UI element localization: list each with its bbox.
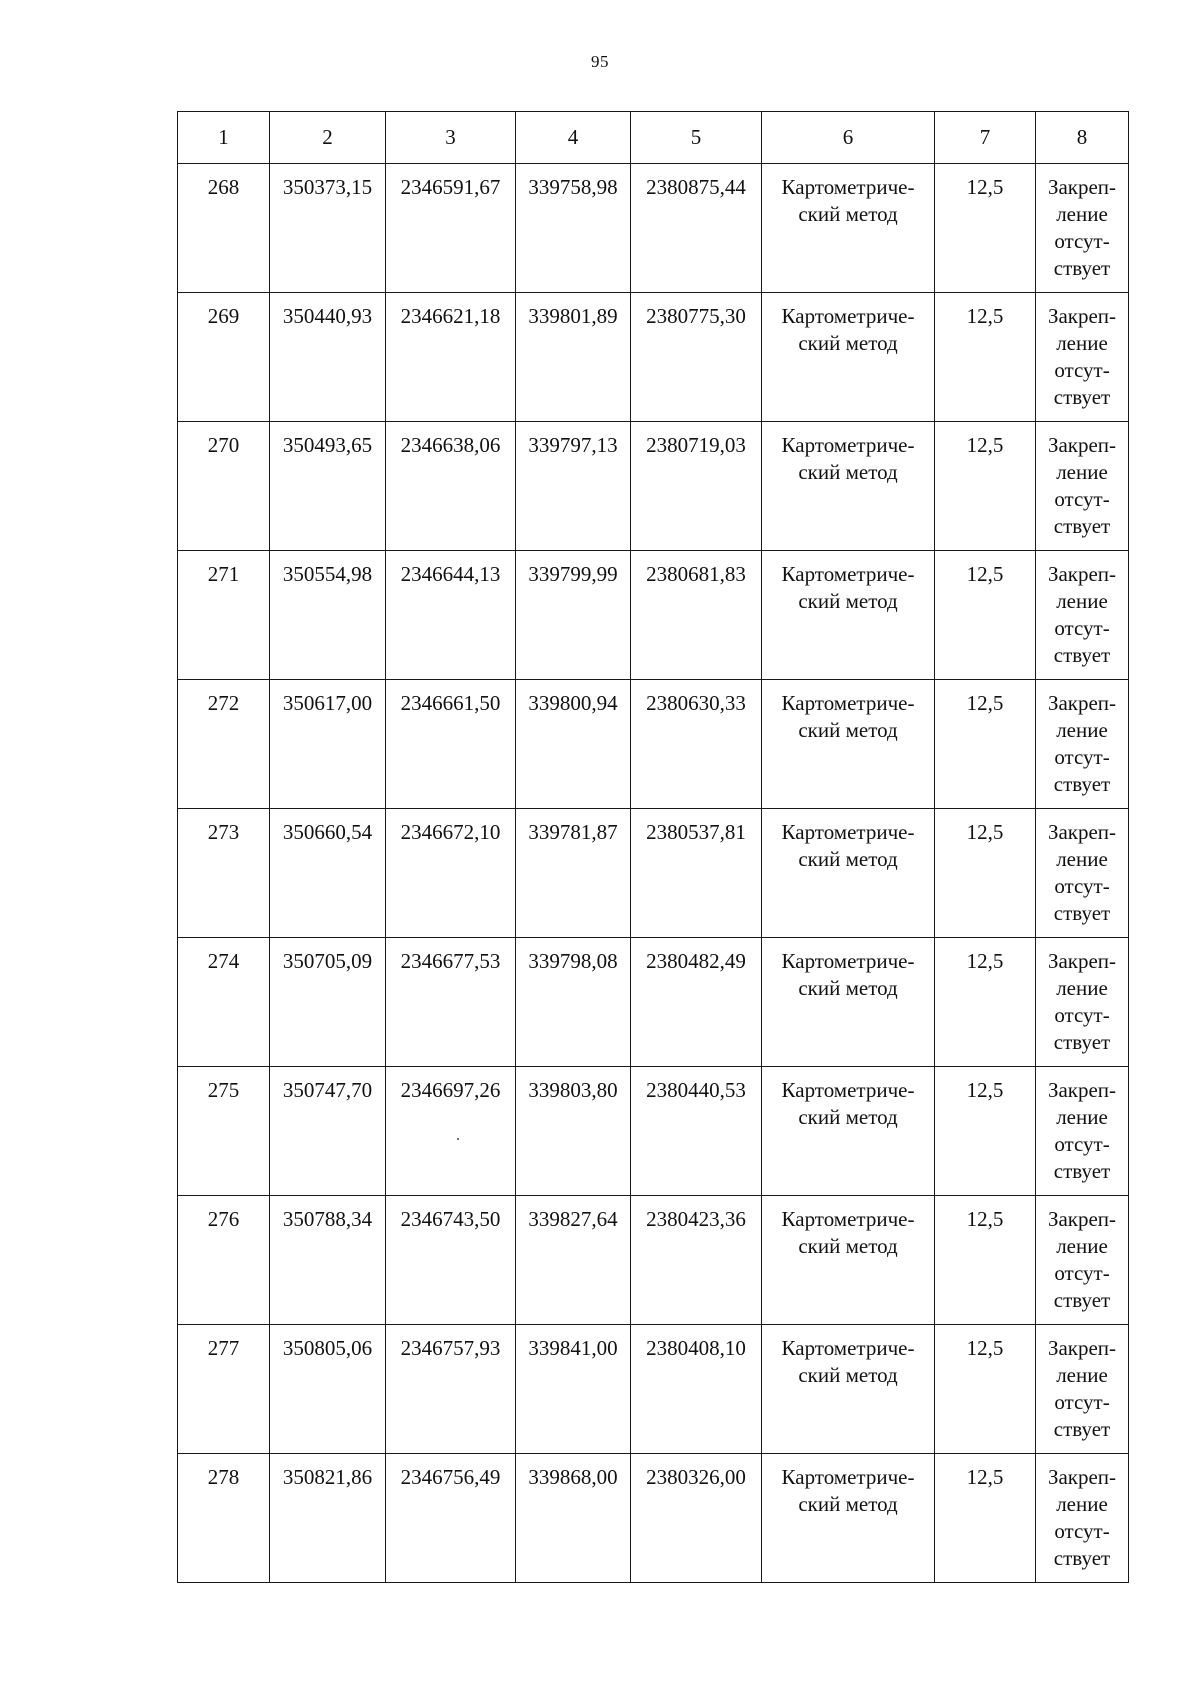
fixing-cell-text: Закреп- ление отсут- ствует: [1047, 175, 1117, 280]
point-number-cell: 275: [178, 1067, 270, 1196]
fixing-cell: [1036, 422, 1129, 551]
header-col-8: 8: [1036, 112, 1129, 164]
fixing-cell-text: Закреп- ление отсут- ствует: [1047, 949, 1117, 1054]
header-col-5: 5: [631, 112, 762, 164]
coord-cell-col-5: 2380875,44: [631, 164, 762, 293]
method-cell: [762, 1196, 935, 1325]
table-header: [178, 112, 1129, 164]
fixing-cell-text: Закреп- ление отсут- ствует: [1047, 304, 1117, 409]
fixing-cell-text: Закреп- ление отсут- ствует: [1047, 1078, 1117, 1183]
fixing-cell-text: Закреп- ление отсут- ствует: [1047, 433, 1117, 538]
coord-cell-col-3: 2346756,49: [386, 1454, 516, 1583]
method-cell-text: Картометриче- ский метод: [781, 1207, 915, 1258]
point-number-cell: 271: [178, 551, 270, 680]
coord-cell-col-4: 339799,99: [516, 551, 631, 680]
coord-cell-col-3: 2346672,10: [386, 809, 516, 938]
method-cell-text: Картометриче- ский метод: [781, 562, 915, 613]
coord-cell-col-2: 350493,65: [270, 422, 386, 551]
fixing-cell: [1036, 1454, 1129, 1583]
coord-cell-col-3: 2346591,67: [386, 164, 516, 293]
coord-cell-col-5: 2380482,49: [631, 938, 762, 1067]
table-row: [178, 1325, 1129, 1454]
coord-cell-col-4: 339827,64: [516, 1196, 631, 1325]
coord-cell-col-5: 2380719,03: [631, 422, 762, 551]
accuracy-cell: 12,5: [935, 680, 1036, 809]
method-cell: [762, 809, 935, 938]
fixing-cell-text: Закреп- ление отсут- ствует: [1047, 1336, 1117, 1441]
coord-cell-col-2: 350821,86: [270, 1454, 386, 1583]
method-cell-text: Картометриче- ский метод: [781, 820, 915, 871]
method-cell: [762, 1454, 935, 1583]
accuracy-cell: 12,5: [935, 293, 1036, 422]
header-col-2: 2: [270, 112, 386, 164]
method-cell: [762, 938, 935, 1067]
method-cell-text: Картометриче- ский метод: [781, 304, 915, 355]
method-cell: [762, 551, 935, 680]
fixing-cell-text: Закреп- ление отсут- ствует: [1047, 820, 1117, 925]
coordinates-table: [177, 111, 1129, 1583]
coord-cell-col-3: 2346661,50: [386, 680, 516, 809]
point-number-cell: 274: [178, 938, 270, 1067]
coord-cell-col-3: 2346757,93: [386, 1325, 516, 1454]
point-number-cell: 270: [178, 422, 270, 551]
coord-cell-col-5: 2380681,83: [631, 551, 762, 680]
accuracy-cell: 12,5: [935, 1325, 1036, 1454]
method-cell-text: Картометриче- ский метод: [781, 175, 915, 226]
accuracy-cell: 12,5: [935, 809, 1036, 938]
method-cell-text: Картометриче- ский метод: [781, 1078, 915, 1129]
point-number-cell: 278: [178, 1454, 270, 1583]
fixing-cell-text: Закреп- ление отсут- ствует: [1047, 1207, 1117, 1312]
coord-cell-col-2: 350554,98: [270, 551, 386, 680]
accuracy-cell: 12,5: [935, 1454, 1036, 1583]
table-row: [178, 1196, 1129, 1325]
coord-cell-col-3: 2346621,18: [386, 293, 516, 422]
accuracy-cell: 12,5: [935, 1196, 1036, 1325]
coord-cell-col-2: 350660,54: [270, 809, 386, 938]
table-row: [178, 293, 1129, 422]
method-cell: [762, 1067, 935, 1196]
table-row: [178, 164, 1129, 293]
coord-cell-col-3: 2346743,50: [386, 1196, 516, 1325]
fixing-cell: [1036, 551, 1129, 680]
coord-cell-col-4: 339841,00: [516, 1325, 631, 1454]
accuracy-cell: 12,5: [935, 422, 1036, 551]
coord-cell-col-2: 350705,09: [270, 938, 386, 1067]
table-body: [178, 164, 1129, 1583]
fixing-cell: [1036, 1325, 1129, 1454]
accuracy-cell: 12,5: [935, 1067, 1036, 1196]
coord-cell-col-3: 2346677,53: [386, 938, 516, 1067]
coord-cell-col-4: 339801,89: [516, 293, 631, 422]
point-number-cell: 268: [178, 164, 270, 293]
point-number-cell: 272: [178, 680, 270, 809]
table-row: [178, 1454, 1129, 1583]
coord-cell-col-5: 2380537,81: [631, 809, 762, 938]
coord-cell-col-5: 2380326,00: [631, 1454, 762, 1583]
coord-cell-col-4: 339798,08: [516, 938, 631, 1067]
coord-cell-col-5: 2380423,36: [631, 1196, 762, 1325]
fixing-cell-text: Закреп- ление отсут- ствует: [1047, 691, 1117, 796]
coord-cell-col-5: 2380775,30: [631, 293, 762, 422]
coord-cell-col-4: 339797,13: [516, 422, 631, 551]
method-cell: [762, 422, 935, 551]
fixing-cell-text: Закреп- ление отсут- ствует: [1047, 562, 1117, 667]
point-number-cell: 276: [178, 1196, 270, 1325]
method-cell-text: Картометриче- ский метод: [781, 433, 915, 484]
method-cell-text: Картометриче- ский метод: [781, 691, 915, 742]
coord-cell-col-3: 2346644,13: [386, 551, 516, 680]
coord-cell-col-5: 2380630,33: [631, 680, 762, 809]
fixing-cell: [1036, 1196, 1129, 1325]
coord-cell-col-3: 2346697,26: [386, 1067, 516, 1196]
fixing-cell: [1036, 293, 1129, 422]
coord-cell-col-3: 2346638,06: [386, 422, 516, 551]
fixing-cell: [1036, 938, 1129, 1067]
coord-cell-col-2: 350805,06: [270, 1325, 386, 1454]
coord-cell-col-4: 339803,80: [516, 1067, 631, 1196]
coord-cell-col-5: 2380440,53: [631, 1067, 762, 1196]
fixing-cell: [1036, 680, 1129, 809]
fixing-cell: [1036, 1067, 1129, 1196]
coord-cell-col-2: 350617,00: [270, 680, 386, 809]
method-cell: [762, 1325, 935, 1454]
coord-cell-col-5: 2380408,10: [631, 1325, 762, 1454]
header-col-7: 7: [935, 112, 1036, 164]
method-cell-text: Картометриче- ский метод: [781, 1336, 915, 1387]
header-col-6: 6: [762, 112, 935, 164]
fixing-cell: [1036, 164, 1129, 293]
method-cell: [762, 293, 935, 422]
header-col-3: 3: [386, 112, 516, 164]
header-col-4: 4: [516, 112, 631, 164]
table-row: [178, 938, 1129, 1067]
method-cell-text: Картометриче- ский метод: [781, 949, 915, 1000]
coord-cell-col-2: 350440,93: [270, 293, 386, 422]
table-row: [178, 680, 1129, 809]
accuracy-cell: 12,5: [935, 938, 1036, 1067]
header-row: [178, 112, 1129, 164]
point-number-cell: 277: [178, 1325, 270, 1454]
coord-cell-col-2: 350788,34: [270, 1196, 386, 1325]
table-row: [178, 551, 1129, 680]
method-cell-text: Картометриче- ский метод: [781, 1465, 915, 1516]
fixing-cell: [1036, 809, 1129, 938]
page-number: 95: [591, 52, 609, 71]
header-col-1: 1: [178, 112, 270, 164]
point-number-cell: 269: [178, 293, 270, 422]
table-row: [178, 422, 1129, 551]
accuracy-cell: 12,5: [935, 551, 1036, 680]
scan-speck: [457, 1138, 459, 1140]
method-cell: [762, 164, 935, 293]
coord-cell-col-2: 350373,15: [270, 164, 386, 293]
point-number-cell: 273: [178, 809, 270, 938]
coord-cell-col-4: 339800,94: [516, 680, 631, 809]
method-cell: [762, 680, 935, 809]
coord-cell-col-4: 339781,87: [516, 809, 631, 938]
coord-cell-col-4: 339868,00: [516, 1454, 631, 1583]
table-row: [178, 809, 1129, 938]
fixing-cell-text: Закреп- ление отсут- ствует: [1047, 1465, 1117, 1570]
coord-cell-col-2: 350747,70: [270, 1067, 386, 1196]
coord-cell-col-4: 339758,98: [516, 164, 631, 293]
accuracy-cell: 12,5: [935, 164, 1036, 293]
table-row: [178, 1067, 1129, 1196]
